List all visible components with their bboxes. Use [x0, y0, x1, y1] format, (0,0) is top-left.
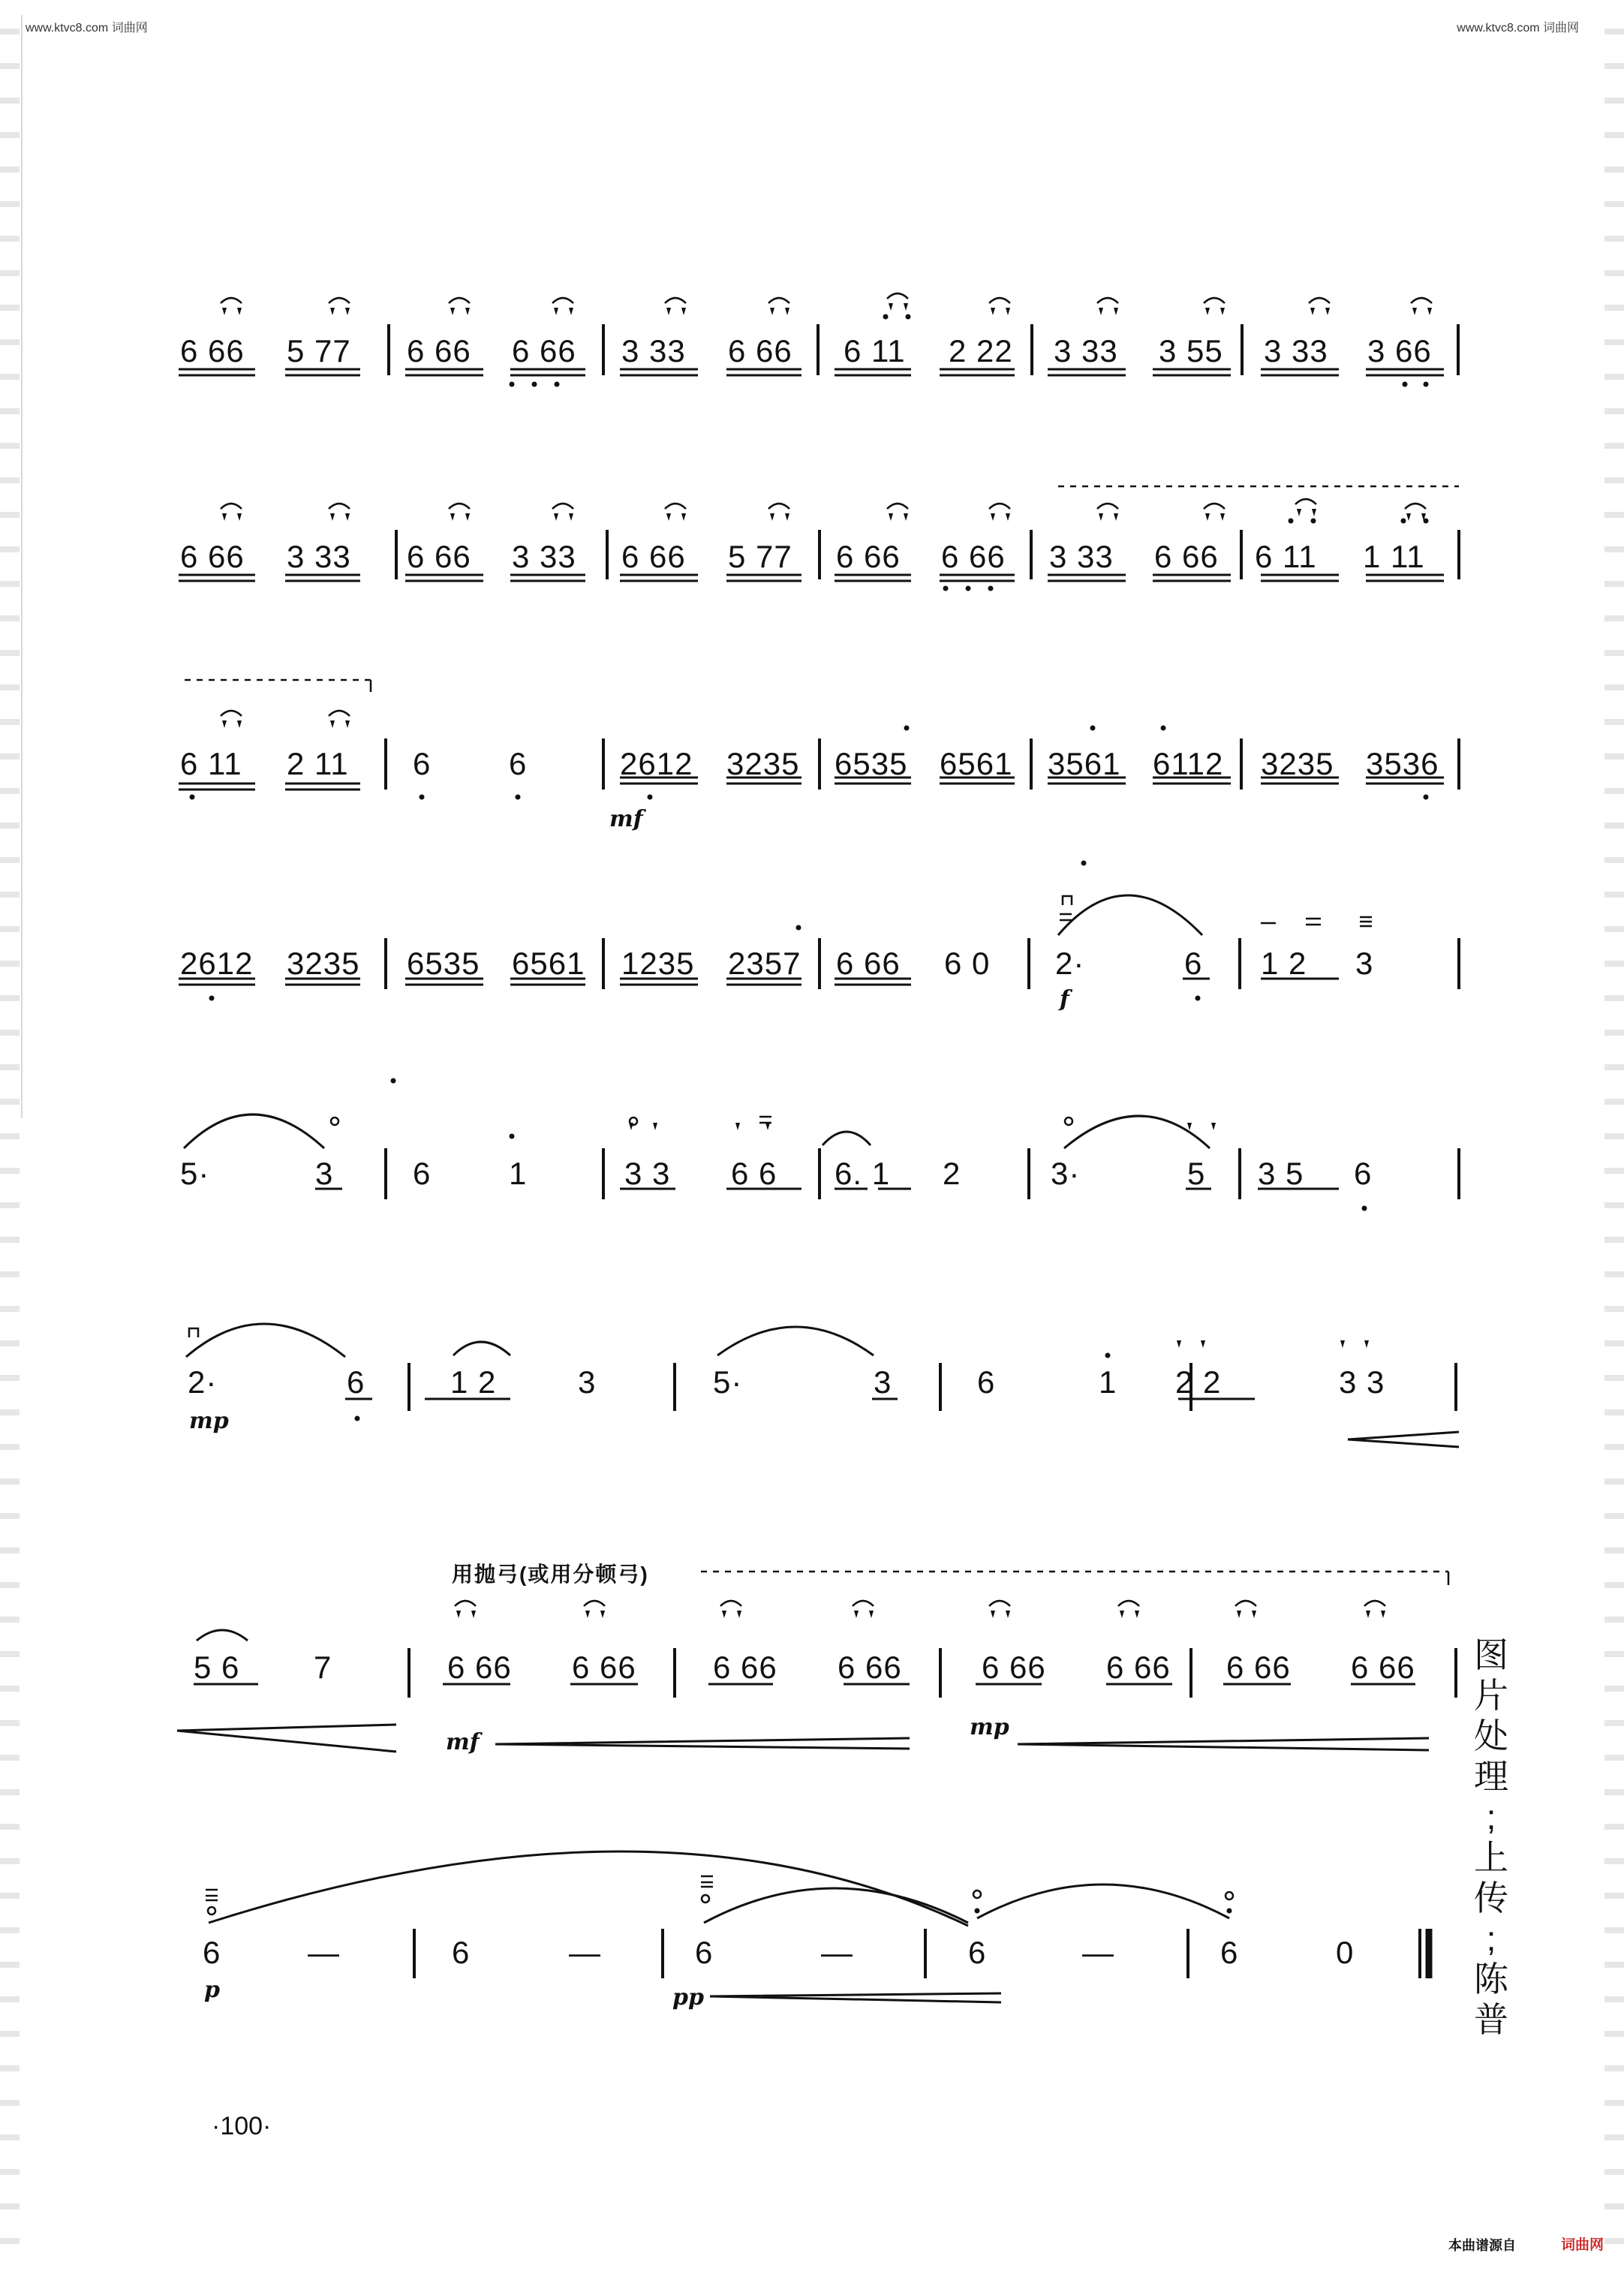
note-group: 6 66 [1351, 1650, 1415, 1685]
note-group: — [821, 1935, 853, 1970]
note-group: 6 66 [407, 333, 471, 368]
note-group: 1 [1099, 1364, 1117, 1400]
score-line-3 [0, 741, 1624, 832]
note-group: 6112 [1153, 746, 1224, 781]
score-line-6 [0, 1360, 1624, 1434]
note-group: 6561 [512, 946, 585, 981]
note-group: 3 33 [1054, 333, 1118, 368]
note-group: 2· [188, 1364, 218, 1400]
dynamic-f: f [1060, 986, 1069, 1012]
note-group: 6 66 [180, 333, 245, 368]
note-group: 6 66 [407, 539, 471, 574]
side-char: 传 [1474, 1878, 1508, 1918]
side-char: 陈 [1474, 1960, 1508, 1999]
note-group: 6 6 [731, 1156, 777, 1191]
score-line-1 [0, 329, 1624, 381]
note-group: 1 11 [1363, 539, 1425, 574]
note-group: 6 66 [836, 539, 901, 574]
note-group: 6 66 [447, 1650, 512, 1685]
note-group: 6 [413, 746, 432, 781]
bowing-annotation: 用抛弓(或用分顿弓) [452, 1563, 649, 1586]
note-group: 6 [977, 1364, 996, 1400]
note-group: 6 [968, 1935, 987, 1970]
note-group: 6 66 [838, 1650, 902, 1685]
score-line-4 [0, 941, 1624, 1012]
note-group: 6 66 [713, 1650, 777, 1685]
note-group: 6 66 [572, 1650, 636, 1685]
score-line-8 [0, 1930, 1624, 2011]
dynamic-mf: mf [446, 1729, 480, 1755]
note-group: 2 2 [1175, 1364, 1222, 1400]
note-group: 3 33 [621, 333, 686, 368]
note-group: 2 22 [949, 333, 1013, 368]
note-group: 6535 [407, 946, 480, 981]
header-url-right: www.ktvc8.com 词曲网 [1457, 22, 1579, 35]
note-group: 6 66 [982, 1650, 1046, 1685]
score-line-5 [0, 1151, 1624, 1204]
page-number: ·100· [212, 2112, 272, 2140]
side-char: 片 [1474, 1676, 1508, 1715]
note-group: 3 55 [1159, 333, 1223, 368]
note-group: 3 [1355, 946, 1374, 981]
note-group: 0 [1336, 1935, 1355, 1970]
note-group: 6 [1354, 1156, 1373, 1191]
note-group: 3 [874, 1364, 892, 1400]
side-char: 上 [1474, 1838, 1508, 1877]
note-group: 3· [1051, 1156, 1081, 1191]
note-group: 6 11 [180, 746, 242, 781]
note-group: 6 66 [836, 946, 901, 981]
note-group: 3 33 [1049, 539, 1114, 574]
note-group: 3561 [1048, 746, 1121, 781]
side-credit-note [1472, 1635, 1510, 2040]
note-group: 6 [413, 1156, 432, 1191]
dynamic-mp: mp [189, 1408, 229, 1434]
footer-brand: 词曲网 [1561, 2237, 1604, 2253]
note-group: 6 [452, 1935, 471, 1970]
note-group: 7 [314, 1650, 332, 1685]
note-group: 3536 [1366, 746, 1439, 781]
dynamic-mp: mp [970, 1714, 1009, 1740]
note-group: 5· [713, 1364, 743, 1400]
note-group: 3 [315, 1156, 334, 1191]
note-group: — [308, 1935, 340, 1970]
note-group: 6 66 [728, 333, 792, 368]
note-group: 2357 [728, 946, 801, 981]
dynamic-pp: pp [672, 1984, 704, 2011]
note-group: 6535 [835, 746, 908, 781]
note-group: 2 11 [287, 746, 349, 781]
note-group: 3 66 [1367, 333, 1432, 368]
note-group: 5 [1187, 1156, 1206, 1191]
note-group: — [569, 1935, 601, 1970]
note-group: 5 6 [194, 1650, 240, 1685]
score-line-2 [0, 534, 1624, 587]
note-group: 3235 [287, 946, 360, 981]
note-group: 6. 1 [835, 1156, 891, 1191]
dynamic-mf: mf [609, 806, 643, 832]
note-group: 6561 [940, 746, 1013, 781]
note-group: 1235 [621, 946, 695, 981]
note-group: 3 3 [624, 1156, 671, 1191]
note-group: 6 [1184, 946, 1203, 981]
note-group: 5 77 [287, 333, 351, 368]
note-group: 3235 [1261, 746, 1334, 781]
note-group: 1 [509, 1156, 528, 1191]
note-group: 3235 [726, 746, 800, 781]
note-group: 3 5 [1258, 1156, 1304, 1191]
note-group: 6 66 [1106, 1650, 1171, 1685]
note-group: 6 [509, 746, 528, 781]
dynamic-p: p [204, 1977, 220, 2003]
note-group: 6 66 [512, 333, 576, 368]
note-group: 6 66 [941, 539, 1006, 574]
side-char: ; [1486, 1797, 1496, 1836]
score-line-7 [0, 1645, 1624, 1755]
note-group: 6 66 [621, 539, 686, 574]
note-group: 6 0 [944, 946, 991, 981]
note-group: 6 [347, 1364, 365, 1400]
side-char: 理 [1474, 1757, 1508, 1796]
note-group: 6 [203, 1935, 221, 1970]
note-group: 3 33 [512, 539, 576, 574]
note-group: 6 66 [180, 539, 245, 574]
note-group: 5 77 [728, 539, 792, 574]
note-group: 3 [578, 1364, 597, 1400]
note-group: 2· [1055, 946, 1085, 981]
note-group: 5· [180, 1156, 210, 1191]
note-group: 3 33 [287, 539, 351, 574]
note-group: 1 2 [1261, 946, 1307, 981]
side-char: 普 [1474, 2000, 1508, 2039]
note-group: 3 33 [1264, 333, 1328, 368]
note-group: 2612 [180, 946, 254, 981]
note-group: 6 11 [1255, 539, 1317, 574]
note-group: 6 66 [1226, 1650, 1291, 1685]
note-group: 2 [943, 1156, 961, 1191]
header-url-left: www.ktvc8.com 词曲网 [26, 22, 148, 35]
note-group: — [1082, 1935, 1114, 1970]
note-group: 6 [1220, 1935, 1239, 1970]
note-group: 6 11 [844, 333, 906, 368]
note-group: 6 66 [1154, 539, 1219, 574]
side-char: 处 [1474, 1716, 1508, 1755]
note-group: 6 [695, 1935, 714, 1970]
side-char: ; [1486, 1919, 1496, 1958]
note-group: 1 2 [450, 1364, 497, 1400]
note-group: 2612 [620, 746, 693, 781]
footer-label: 本曲谱源自 [1448, 2238, 1516, 2253]
side-char: 图 [1474, 1635, 1508, 1674]
note-group: 3 3 [1339, 1364, 1385, 1400]
